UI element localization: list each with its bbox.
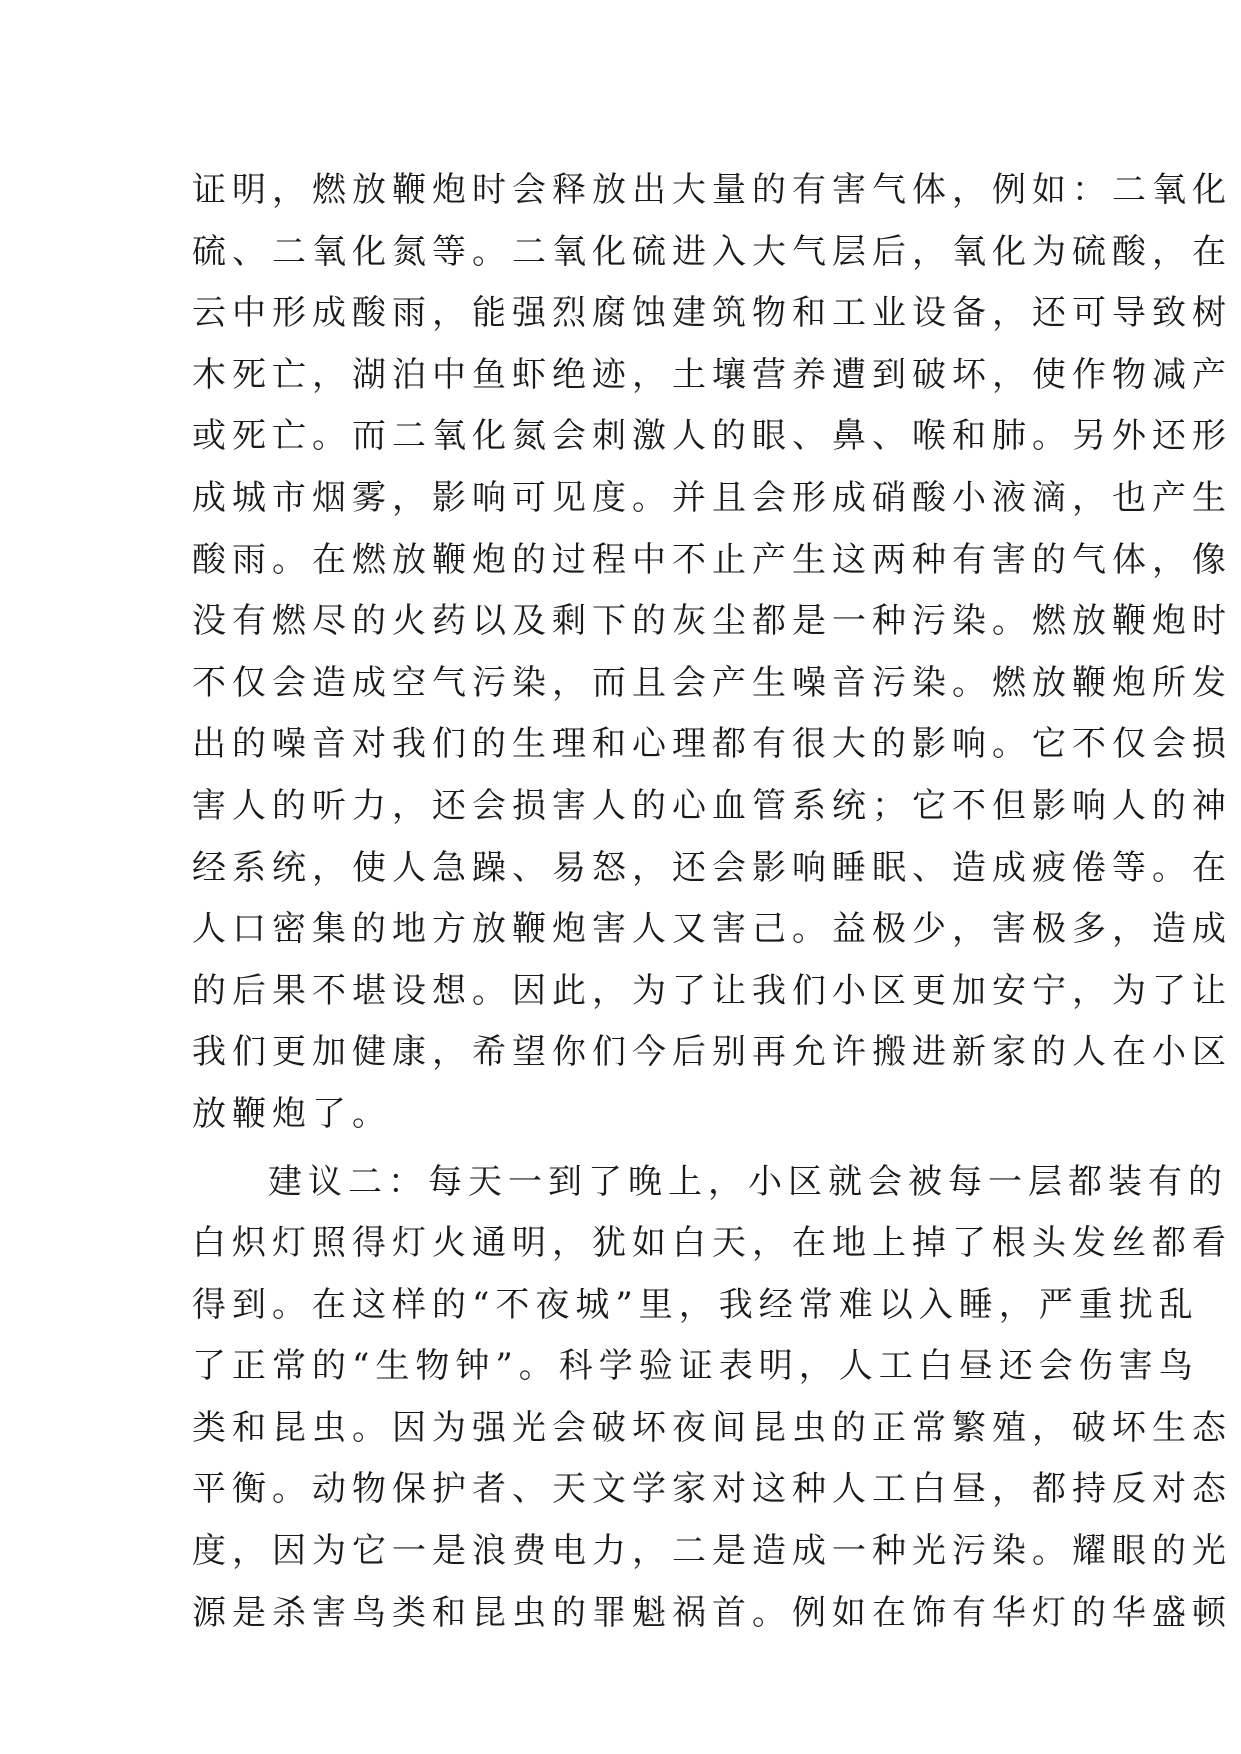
text-line: 硫、二氧化氮等。二氧化硫进入大气层后，氧化为硫酸，在	[192, 231, 1232, 272]
paragraph-start-line: 建议二：每天一到了晚上，小区就会被每一层都装有的	[268, 1161, 1228, 1202]
body-text	[192, 160, 1232, 1644]
text-line: 人口密集的地方放鞭炮害人又害己。益极少，害极多，造成	[192, 909, 1232, 950]
text-line: 害人的听力，还会损害人的心血管系统；它不但影响人的神	[192, 785, 1232, 826]
text-line: 成城市烟雾，影响可见度。并且会形成硝酸小液滴，也产生	[192, 477, 1232, 518]
text-line: 放鞭炮了。	[192, 1093, 392, 1134]
text-line: 不仅会造成空气污染，而且会产生噪音污染。燃放鞭炮所发	[192, 662, 1232, 703]
text-line: 白炽灯照得灯火通明，犹如白天，在地上掉了根头发丝都看	[192, 1223, 1232, 1264]
text-line: 云中形成酸雨，能强烈腐蚀建筑物和工业设备，还可导致树	[192, 293, 1232, 334]
text-line: 酸雨。在燃放鞭炮的过程中不止产生这两种有害的气体，像	[192, 539, 1232, 580]
text-line: 度，因为它一是浪费电力，二是造成一种光污染。耀眼的光	[192, 1531, 1232, 1572]
text-line: 类和昆虫。因为强光会破坏夜间昆虫的正常繁殖，破坏生态	[192, 1407, 1232, 1448]
text-line: 得到。在这样的“不夜城”里，我经常难以入睡，严重扰乱	[192, 1284, 1199, 1325]
text-line: 平衡。动物保护者、天文学家对这种人工白昼，都持反对态	[192, 1469, 1232, 1510]
text-line: 或死亡。而二氧化氮会刺激人的眼、鼻、喉和肺。另外还形	[192, 416, 1232, 457]
text-line: 没有燃尽的火药以及剩下的灰尘都是一种污染。燃放鞭炮时	[192, 601, 1232, 642]
text-line: 经系统，使人急躁、易怒，还会影响睡眠、造成疲倦等。在	[192, 847, 1232, 888]
text-line: 证明，燃放鞭炮时会释放出大量的有害气体，例如：二氧化	[192, 170, 1232, 210]
text-line: 我们更加健康，希望你们今后别再允许搬进新家的人在小区	[192, 1032, 1232, 1073]
text-line: 出的噪音对我们的生理和心理都有很大的影响。它不仅会损	[192, 724, 1232, 765]
text-line: 木死亡，湖泊中鱼虾绝迹，土壤营养遭到破坏，使作物减产	[192, 354, 1232, 395]
text-line: 了正常的“生物钟”。科学验证表明，人工白昼还会伤害鸟	[192, 1346, 1199, 1387]
text-line: 的后果不堪设想。因此，为了让我们小区更加安宁，为了让	[192, 970, 1232, 1011]
text-line: 源是杀害鸟类和昆虫的罪魁祸首。例如在饰有华灯的华盛顿	[192, 1592, 1232, 1633]
